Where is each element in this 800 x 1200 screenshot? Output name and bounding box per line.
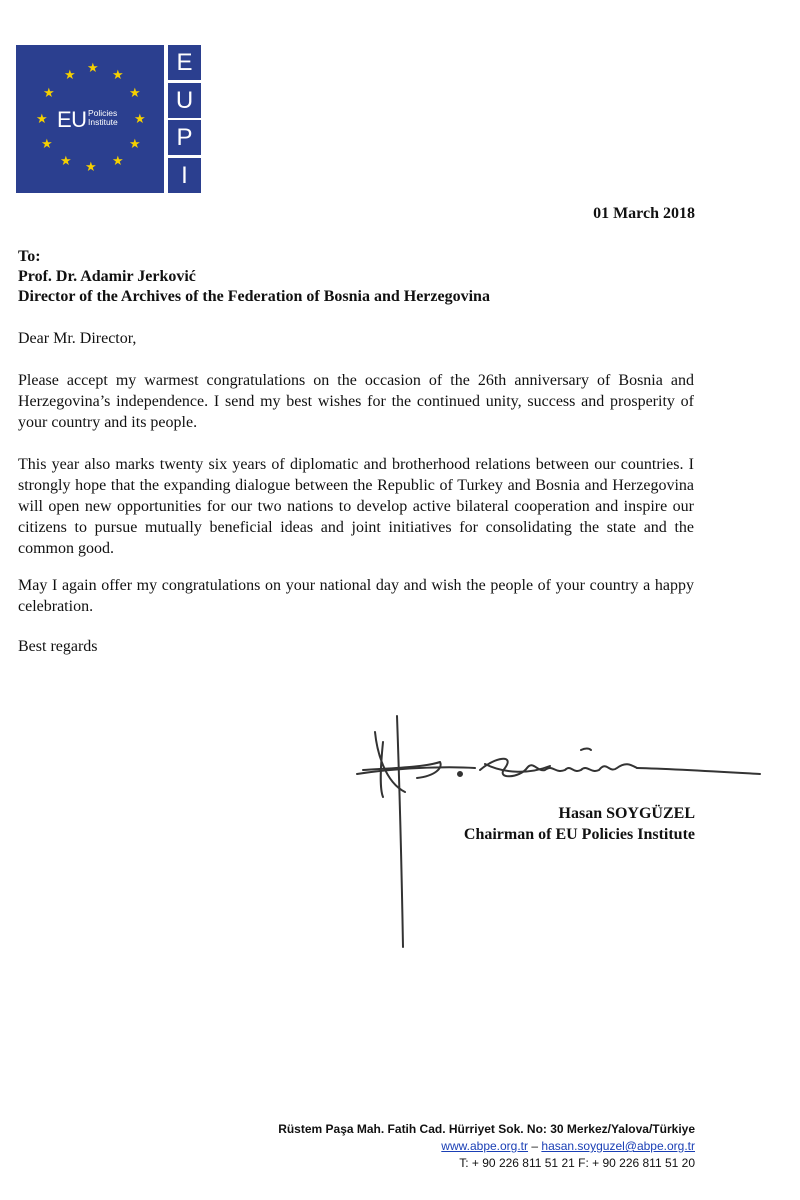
logo-letter: P bbox=[168, 120, 201, 155]
recipient-to-label: To: bbox=[18, 248, 41, 265]
footer-address: Rüstem Paşa Mah. Fatih Cad. Hürriyet Sok. No: 30 Merkez/Yalova/Türkiye bbox=[278, 1122, 695, 1136]
logo-eu-text: EU bbox=[57, 107, 87, 132]
signer-name: Hasan SOYGÜZEL bbox=[558, 805, 695, 822]
star-icon: ★ bbox=[60, 154, 72, 169]
star-icon: ★ bbox=[112, 68, 124, 83]
body-paragraph-2: This year also marks twenty six years of diplomatic and brotherhood relations between our countries. I strongly hope that the expanding dialogue between the Republic of Turkey and Bosnia and Herzegovina will open new opportunities for our two nations to develop active bilateral cooperation and inspire our citizens to pursue mutually beneficial ideas and joint initiatives for consolidating the state and the common good. bbox=[18, 456, 694, 557]
star-icon: ★ bbox=[129, 137, 141, 152]
star-icon: ★ bbox=[36, 112, 48, 127]
recipient-name: Prof. Dr. Adamir Jerković bbox=[18, 268, 196, 285]
star-icon: ★ bbox=[112, 154, 124, 169]
logo-institute-text: Institute bbox=[88, 117, 118, 127]
letter-date: 01 March 2018 bbox=[593, 205, 695, 222]
website-link[interactable]: www.abpe.org.tr bbox=[441, 1139, 529, 1153]
logo-letter: E bbox=[168, 45, 201, 80]
logo-subtitle bbox=[88, 109, 118, 127]
star-icon: ★ bbox=[41, 137, 53, 152]
footer-links bbox=[278, 1138, 695, 1155]
logo-policies-text: Policies bbox=[88, 108, 118, 118]
logo-letter: U bbox=[168, 83, 201, 118]
logo-letter-column bbox=[168, 45, 201, 193]
logo-letter: I bbox=[168, 158, 201, 193]
letterhead-footer bbox=[278, 1121, 695, 1172]
body-paragraph-1: Please accept my warmest congratulations on the occasion of the 26th anniversary of Bosnia and Herzegovina’s independence. I send my best wishes for the continued unity, success and prosperity of your country and its people. bbox=[18, 372, 694, 431]
star-icon: ★ bbox=[85, 160, 97, 175]
body-paragraph-3: May I again offer my congratulations on your national day and wish the people of your country a happy celebration. bbox=[18, 577, 694, 615]
star-icon: ★ bbox=[134, 112, 146, 127]
recipient-block bbox=[18, 247, 490, 307]
closing: Best regards bbox=[18, 638, 98, 655]
institute-logo bbox=[16, 45, 201, 193]
star-icon: ★ bbox=[64, 68, 76, 83]
salutation: Dear Mr. Director, bbox=[18, 330, 137, 347]
star-icon: ★ bbox=[43, 86, 55, 101]
star-icon: ★ bbox=[129, 86, 141, 101]
email-link[interactable]: hasan.soyguzel@abpe.org.tr bbox=[541, 1139, 695, 1153]
signer-title: Chairman of EU Policies Institute bbox=[463, 826, 695, 843]
signer-block bbox=[464, 803, 695, 845]
footer-separator: – bbox=[531, 1139, 539, 1153]
eu-flag-emblem bbox=[16, 45, 164, 193]
recipient-title: Director of the Archives of the Federation of Bosnia and Herzegovina bbox=[18, 288, 490, 305]
star-icon: ★ bbox=[87, 61, 99, 76]
footer-phones: T: + 90 226 811 51 21 F: + 90 226 811 51 20 bbox=[459, 1156, 695, 1170]
